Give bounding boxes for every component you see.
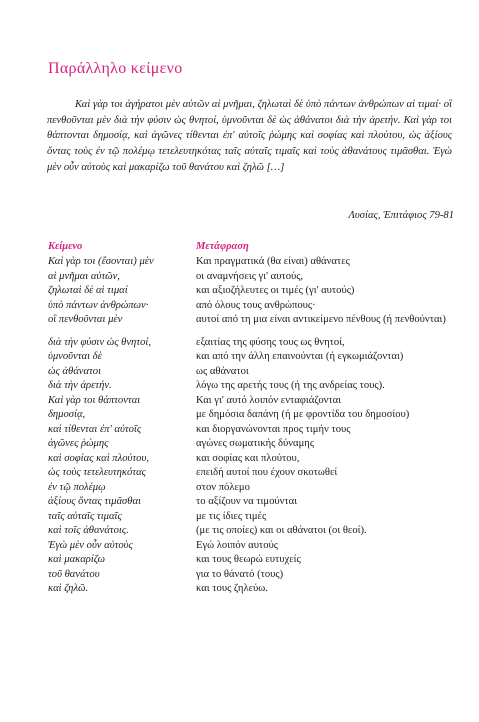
table-row bbox=[48, 582, 458, 597]
translation-cell: (με τις οποίες) και οι αθάνατοι (οι θεοί). bbox=[196, 525, 367, 536]
table-row bbox=[48, 423, 458, 438]
translation-table bbox=[48, 255, 458, 597]
table-row bbox=[48, 270, 458, 285]
original-text-cell: τοῦ θανάτου bbox=[48, 568, 100, 580]
row-spacer bbox=[48, 328, 458, 336]
translation-cell: και αξιοζήλευτες οι τιμές (γι' αυτούς) bbox=[196, 285, 355, 296]
column-header-text: Κείμενο bbox=[48, 241, 83, 252]
original-text-cell: δημοσίᾳ, bbox=[48, 409, 86, 420]
original-text-cell: ὑμνοῦνται δὲ bbox=[48, 351, 102, 362]
table-row bbox=[48, 437, 458, 452]
original-text-cell: Ἐγὼ μὲν οὖν αὐτοὺς bbox=[48, 539, 133, 551]
section-title: Παράλληλο κείμενο bbox=[48, 60, 183, 77]
table-row bbox=[48, 495, 458, 510]
translation-cell: το αξίζουν να τιμούνται bbox=[196, 496, 298, 507]
translation-cell: και τους ζηλεύω. bbox=[196, 583, 268, 594]
translation-cell: λόγω της αρετής τους (ή της ανδρείας τους). bbox=[196, 380, 385, 391]
translation-cell: αυτοί από τη μια είναι αντικείμενο πένθους (ή πενθούνται) bbox=[196, 314, 446, 325]
original-text-cell: ἀγῶνες ῥώμης bbox=[48, 438, 109, 449]
source-citation: Λυσίας, Ἐπιτάφιος 79-81 bbox=[348, 210, 454, 221]
parallel-text-excerpt: Καὶ γὰρ τοι ἀγήρατοι μὲν αὐτῶν αἱ μνῆμαι, ζηλωταὶ δὲ ὑπὸ πάντων ἀνθρώπων αἱ τιμαί· οἳ πενθοῦνται μὲν διὰ τὴν φύσιν ὡς θνητοί, ὑμνοῦνται δὲ ὡς ἀθάνατοι διὰ τὴν ἀρετήν. Καὶ γὰρ τοι θάπτονται δημοσίᾳ, καὶ ἀγῶνες τίθενται ἐπ' αὐτοῖς ῥώμης καὶ σοφίας καὶ πλούτου, ὡς ἀξίους ὄντας τοὺς ἐν τῷ πολέμῳ τετελευτηκότας ταῖς αὐταῖς τιμαῖς καὶ τοὺς ἀθανάτους τιμᾶσθαι. Ἐγὼ μὲν οὖν αὐτοὺς καὶ μακαρίζω τοῦ θανάτου καὶ ζηλῶ […] bbox=[47, 99, 452, 173]
table-row bbox=[48, 336, 458, 351]
translation-cell: Και γι' αυτό λοιπόν ενταφιάζονται bbox=[196, 394, 342, 406]
table-row bbox=[48, 284, 458, 299]
translation-cell: και από την άλλη επαινούνται (ή εγκωμιάζονται) bbox=[196, 351, 404, 362]
translation-cell: ως αθάνατοι bbox=[196, 365, 249, 377]
translation-cell: εξαιτίας της φύσης τους ως θνητοί, bbox=[196, 336, 345, 348]
original-text-cell: αἱ μνῆμαι αὐτῶν, bbox=[48, 270, 120, 282]
original-text-cell: καὶ μακαρίζω bbox=[48, 554, 105, 565]
table-row bbox=[48, 452, 458, 467]
original-text-cell: διὰ τὴν φύσιν ὡς θνητοί, bbox=[48, 336, 151, 348]
translation-cell: αγώνες σωματικής δύναμης bbox=[196, 438, 315, 449]
table-row bbox=[48, 466, 458, 481]
table-row bbox=[48, 394, 458, 409]
table-row bbox=[48, 408, 458, 423]
table-row bbox=[48, 553, 458, 568]
table-row bbox=[48, 568, 458, 583]
translation-cell: για το θάνατό (τους) bbox=[196, 568, 284, 580]
table-row bbox=[48, 299, 458, 314]
original-text-cell: καὶ σοφίας καὶ πλούτου, bbox=[48, 452, 149, 464]
original-text-cell: Καὶ γὰρ τοι θάπτονται bbox=[48, 394, 141, 406]
original-text-cell: ὡς τοὺς τετελευτηκότας bbox=[48, 467, 146, 478]
original-text-cell: οἳ πενθοῦνται μὲν bbox=[48, 314, 123, 325]
table-row bbox=[48, 365, 458, 380]
original-text-cell: διὰ τὴν ἀρετήν. bbox=[48, 380, 112, 391]
translation-cell: και διοργανώνονται προς τιμήν τους bbox=[196, 423, 351, 435]
column-header-translation: Μετάφραση bbox=[196, 241, 249, 252]
translation-cell: Εγώ λοιπόν αυτούς bbox=[196, 539, 278, 551]
original-text-cell: ἀξίους ὄντας τιμᾶσθαι bbox=[48, 496, 141, 507]
table-row bbox=[48, 539, 458, 554]
original-text-cell: ὑπὸ πάντων ἀνθρώπων· bbox=[48, 299, 149, 311]
original-text-cell: ἐν τῷ πολέμῳ bbox=[48, 481, 106, 493]
translation-cell: Και πραγματικά (θα είναι) αθάνατες bbox=[196, 256, 350, 267]
translation-cell: και τους θεωρώ ευτυχείς bbox=[196, 554, 301, 565]
original-text-cell: καὶ τίθενται ἐπ' αὐτοῖς bbox=[48, 423, 142, 435]
table-row bbox=[48, 510, 458, 525]
translation-cell: οι αναμνήσεις γι' αυτούς, bbox=[196, 270, 304, 282]
original-text-cell: καὶ τοῖς ἀθανάτοις. bbox=[48, 525, 129, 536]
translation-cell: επειδή αυτοί που έχουν σκοτωθεί bbox=[196, 467, 338, 478]
table-row bbox=[48, 313, 458, 328]
original-text-cell: ζηλωταὶ δὲ αἱ τιμαί bbox=[48, 285, 128, 296]
table-row bbox=[48, 379, 458, 394]
original-text-cell: καὶ ζηλῶ. bbox=[48, 583, 89, 594]
table-row bbox=[48, 524, 458, 539]
original-text-cell: ταῖς αὐταῖς τιμαῖς bbox=[48, 510, 122, 522]
original-text-cell: ὡς ἀθάνατοι bbox=[48, 365, 102, 377]
table-row bbox=[48, 255, 458, 270]
table-row bbox=[48, 350, 458, 365]
translation-cell: και σοφίας και πλούτου, bbox=[196, 452, 300, 464]
translation-cell: από όλους τους ανθρώπους· bbox=[196, 299, 316, 311]
translation-cell: στον πόλεμο bbox=[196, 481, 250, 493]
original-text-cell: Καὶ γὰρ τοι (ἔσονται) μὲν bbox=[48, 256, 154, 267]
translation-cell: με δημόσια δαπάνη (ή με φροντίδα του δημοσίου) bbox=[196, 409, 410, 420]
table-row bbox=[48, 481, 458, 496]
translation-cell: με τις ίδιες τιμές bbox=[196, 510, 267, 522]
